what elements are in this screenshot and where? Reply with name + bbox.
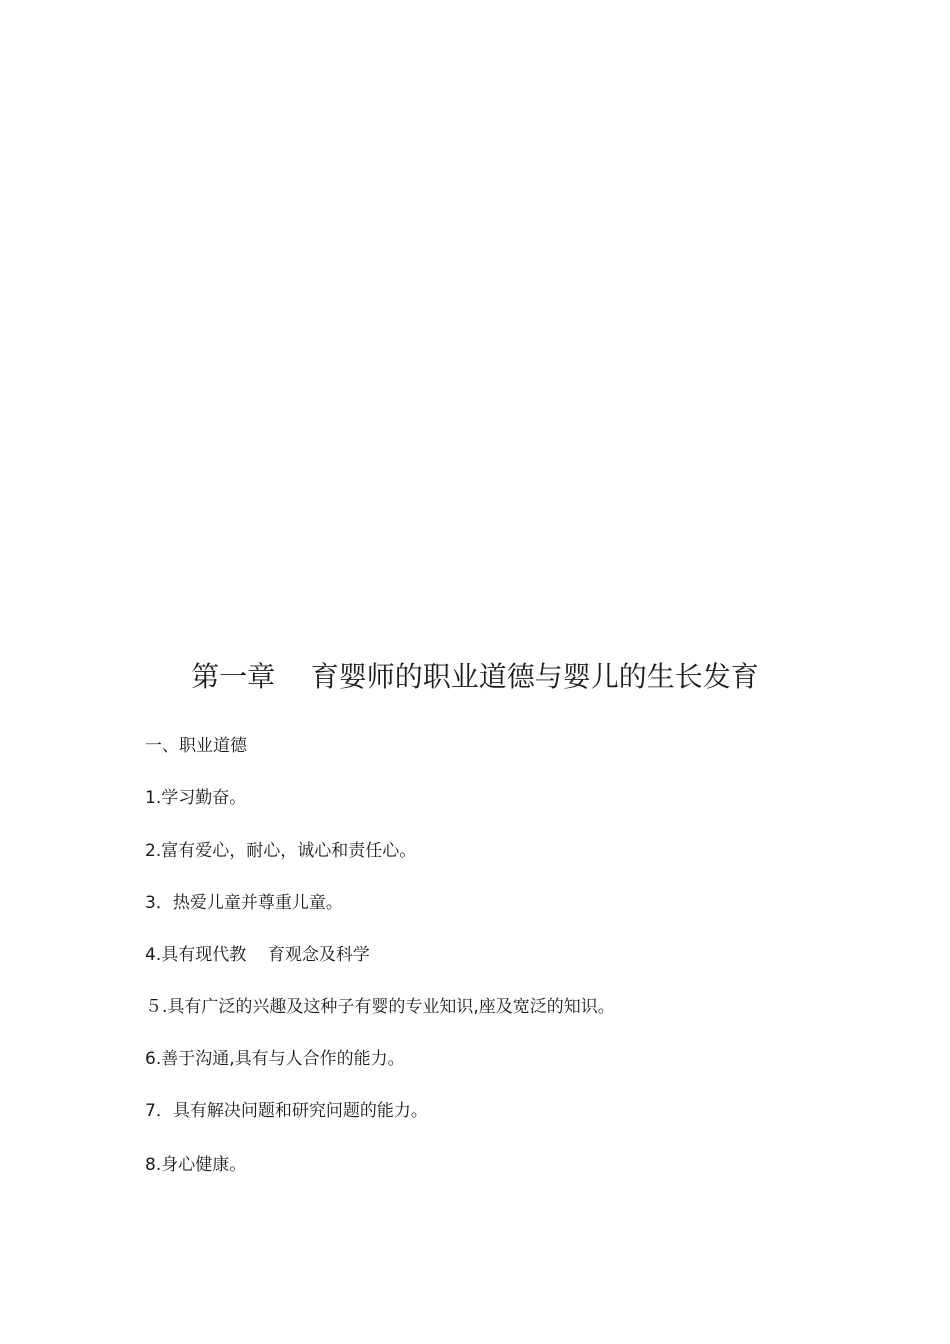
list-item: 4.具有现代教 育观念及科学 [145,945,370,965]
chapter-title: 第一章 育婴师的职业道德与婴儿的生长发育 [191,660,759,693]
section-heading: 一、职业道德 [145,736,247,756]
list-item: ５.具有广泛的兴趣及这种子有婴的专业知识,座及宽泛的知识。 [145,997,615,1017]
list-item: 1.学习勤奋。 [145,788,247,808]
list-item: 6.善于沟通,具有与人合作的能力。 [145,1049,405,1069]
list-item: 7．具有解决问题和研究问题的能力。 [145,1101,428,1121]
list-item: 3．热爱儿童并尊重儿童。 [145,893,343,913]
list-item: 2.富有爱心，耐心，诚心和责任心。 [145,841,417,861]
list-item: 8.身心健康。 [145,1155,247,1175]
